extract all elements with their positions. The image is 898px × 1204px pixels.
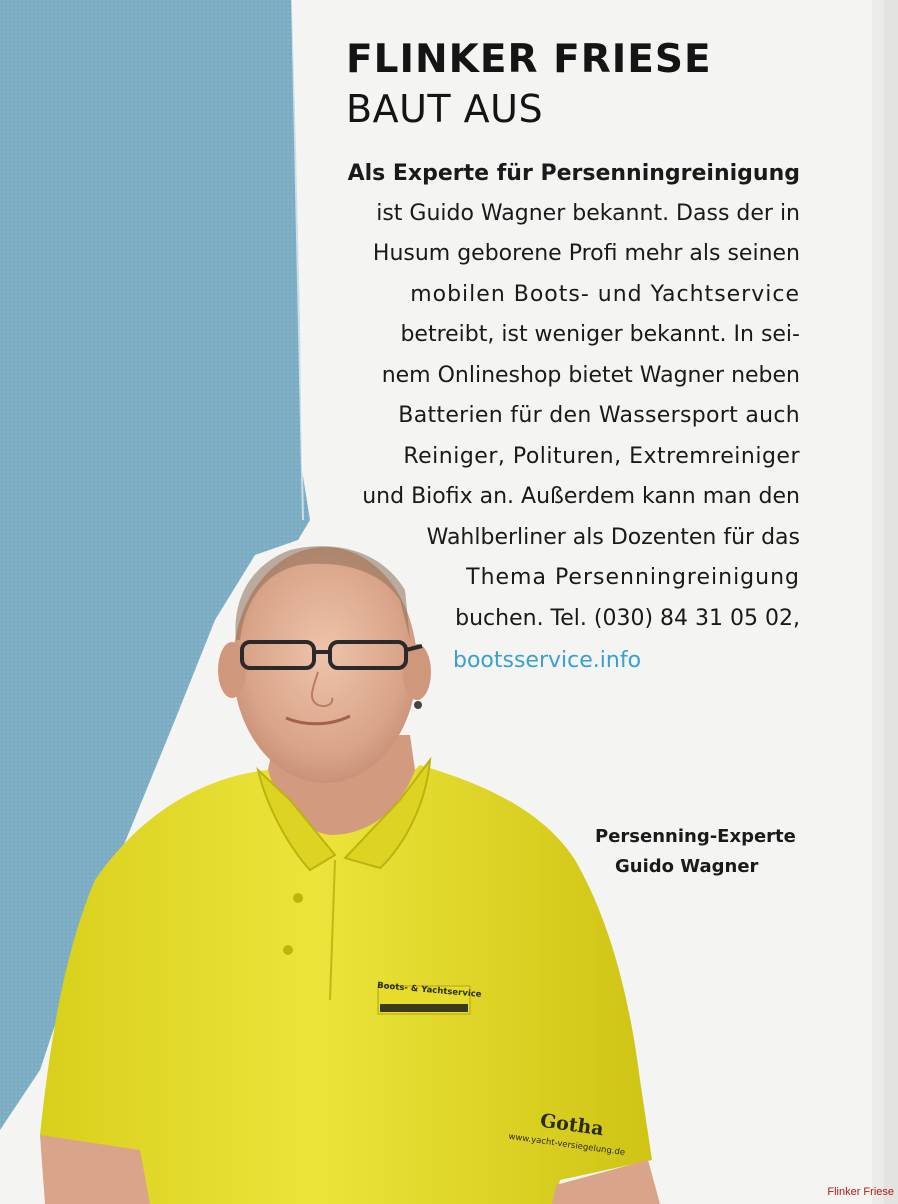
photo-caption-line-1: Persenning-Experte (595, 826, 796, 847)
article-line: und Biofix an. Außerdem kann man den (362, 484, 800, 509)
article-line: mobilen Boots- und Yachtservice (410, 282, 800, 307)
headline-line-2: BAUT AUS (346, 87, 544, 131)
footer-label: Flinker Friese (827, 1186, 894, 1198)
shirt-chest-text: Boots- & Yachtservice (376, 980, 482, 1000)
headline-line-1: FLINKER FRIESE (346, 37, 712, 82)
article-line: Wahlberliner als Dozenten für das (426, 525, 800, 550)
sleeve-brand: Gotha (538, 1109, 606, 1141)
article-lead: Als Experte für Persenningreinigung (347, 161, 800, 186)
article-line: betreibt, ist weniger bekannt. In sei- (400, 322, 800, 347)
article-line: buchen. Tel. (030) 84 31 05 02, (455, 606, 800, 631)
sleeve-url: www.yacht-versiegelung.de (507, 1131, 626, 1159)
website-link[interactable]: bootsservice.info (453, 648, 642, 673)
article-line: ist Guido Wagner bekannt. Dass der in (376, 201, 800, 226)
article-line: Thema Persenningreinigung (466, 565, 800, 590)
article-line: Batterien für den Wassersport auch (398, 403, 800, 428)
photo-caption-line-2: Guido Wagner (615, 856, 759, 877)
article-line: Reiniger, Polituren, Extremreiniger (403, 444, 800, 469)
article-line: nem Onlineshop bietet Wagner neben (381, 363, 800, 388)
article-line: Husum geborene Profi mehr als seinen (372, 241, 800, 266)
